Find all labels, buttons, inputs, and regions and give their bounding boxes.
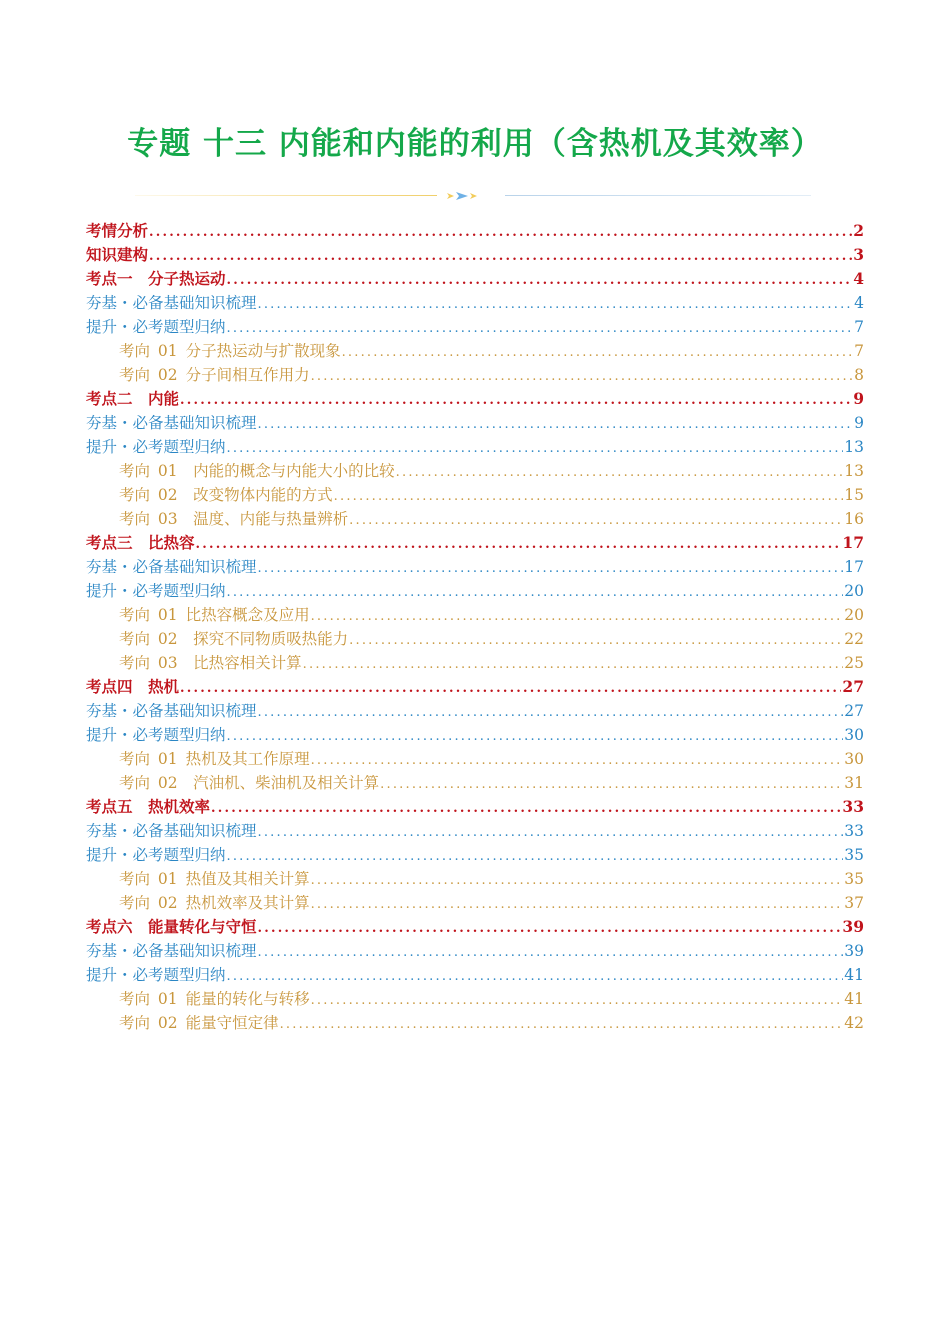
toc-entry[interactable] [86,699,864,723]
toc-entry[interactable] [86,963,864,987]
toc-dot-leader [196,533,842,557]
toc-entry[interactable] [86,651,864,675]
toc-dot-leader [227,725,844,749]
toc-entry[interactable] [86,435,864,459]
toc-entry[interactable] [86,243,864,267]
toc-dot-leader [227,581,844,605]
toc-dot-leader [227,317,854,341]
toc-dot-leader [258,941,844,965]
toc-dot-leader [258,293,854,317]
toc-entry-label: 考点三 比热容 [86,533,195,552]
toc-entry-label: 考向 01 内能的概念与内能大小的比较 [119,462,395,480]
toc-entry[interactable] [86,819,864,843]
toc-entry-page: 41 [844,990,864,1008]
toc-entry[interactable] [86,795,864,819]
toc-entry[interactable] [86,291,864,315]
toc-dot-leader [258,557,844,581]
toc-entry-label: 提升・必考题型归纳 [86,318,226,336]
toc-entry-label: 考向 01 能量的转化与转移 [119,990,310,1008]
toc-dot-leader [311,893,844,917]
toc-entry-page: 42 [844,1014,864,1032]
toc-entry-label: 夯基・必备基础知识梳理 [86,702,257,720]
divider-line-left [135,195,437,196]
toc-entry-label: 夯基・必备基础知识梳理 [86,942,257,960]
toc-dot-leader [342,341,854,365]
toc-entry-label: 考向 02 分子间相互作用力 [119,366,310,384]
toc-entry-label: 考向 01 热机及其工作原理 [119,750,310,768]
toc-entry-page: 39 [842,917,864,936]
toc-dot-leader [227,437,844,461]
toc-entry-label: 夯基・必备基础知识梳理 [86,414,257,432]
toc-entry-page: 9 [854,414,864,432]
title-divider [135,190,811,202]
toc-entry-page: 17 [844,558,864,576]
toc-entry-page: 25 [844,654,864,672]
toc-entry-page: 39 [844,942,864,960]
toc-entry-label: 知识建构 [86,245,149,264]
toc-dot-leader [280,1013,844,1037]
toc-dot-leader [227,269,853,293]
toc-entry-page: 35 [844,870,864,888]
toc-entry[interactable] [86,483,864,507]
divider-line-right [505,195,811,196]
toc-entry-label: 考点一 分子热运动 [86,269,226,288]
toc-dot-leader [180,389,852,413]
toc-entry-page: 27 [844,702,864,720]
toc-entry[interactable] [86,267,864,291]
toc-entry-page: 20 [844,582,864,600]
toc-entry-label: 考向 02 能量守恒定律 [119,1014,279,1032]
toc-dot-leader [258,413,854,437]
toc-entry[interactable] [86,219,864,243]
toc-entry-label: 考点四 热机 [86,677,180,696]
toc-dot-leader [396,461,844,485]
toc-entry[interactable] [86,339,864,363]
toc-dot-leader [311,989,844,1013]
toc-entry-label: 提升・必考题型归纳 [86,846,226,864]
toc-entry[interactable] [86,507,864,531]
toc-entry-page: 35 [844,846,864,864]
toc-dot-leader [349,629,843,653]
toc-dot-leader [258,701,844,725]
toc-entry-label: 考向 01 比热容概念及应用 [119,606,310,624]
toc-entry-page: 20 [844,606,864,624]
toc-entry-page: 30 [844,726,864,744]
toc-entry[interactable] [86,627,864,651]
toc-entry-page: 17 [842,533,864,552]
toc-dot-leader [311,365,854,389]
toc-entry[interactable] [86,531,864,555]
toc-entry[interactable] [86,363,864,387]
toc-entry[interactable] [86,1011,864,1035]
toc-dot-leader [227,845,844,869]
toc-entry[interactable] [86,867,864,891]
toc-dot-leader [380,773,843,797]
toc-entry-page: 8 [854,366,864,384]
toc-dot-leader [149,245,852,269]
toc-entry-page: 7 [854,342,864,360]
toc-entry-label: 考向 03 比热容相关计算 [119,654,302,672]
toc-entry-page: 4 [854,294,864,312]
toc-entry-page: 33 [842,797,864,816]
toc-entry[interactable] [86,387,864,411]
toc-entry-label: 考点二 内能 [86,389,180,408]
toc-entry-label: 提升・必考题型归纳 [86,966,226,984]
toc-entry-page: 13 [844,438,864,456]
toc-entry[interactable] [86,723,864,747]
toc-entry[interactable] [86,579,864,603]
toc-entry-page: 4 [853,269,864,288]
toc-entry-page: 3 [853,245,864,264]
toc-dot-leader [258,917,842,941]
toc-dot-leader [180,677,841,701]
toc-entry[interactable] [86,891,864,915]
toc-entry-label: 考点五 热机效率 [86,797,211,816]
toc-entry-label: 考向 03 温度、内能与热量辨析 [119,510,349,528]
toc-entry-label: 考向 02 改变物体内能的方式 [119,486,333,504]
toc-entry-label: 考向 01 热值及其相关计算 [119,870,310,888]
toc-entry[interactable] [86,939,864,963]
toc-entry[interactable] [86,915,864,939]
toc-dot-leader [211,797,841,821]
toc-entry-label: 提升・必考题型归纳 [86,438,226,456]
toc-dot-leader [311,749,844,773]
toc-entry-label: 考情分析 [86,221,149,240]
toc-dot-leader [149,221,852,245]
toc-dot-leader [303,653,844,677]
toc-entry-label: 夯基・必备基础知识梳理 [86,294,257,312]
toc-entry-page: 33 [844,822,864,840]
toc-entry-page: 41 [844,966,864,984]
toc-entry-page: 31 [844,774,864,792]
toc-entry-label: 考点六 能量转化与守恒 [86,917,257,936]
toc-entry[interactable] [86,675,864,699]
toc-entry-label: 考向 01 分子热运动与扩散现象 [119,342,341,360]
toc-entry-page: 22 [844,630,864,648]
toc-dot-leader [311,605,844,629]
toc-entry-page: 2 [853,221,864,240]
toc-dot-leader [311,869,844,893]
toc-entry-page: 7 [854,318,864,336]
toc-dot-leader [227,965,844,989]
toc-entry[interactable] [86,555,864,579]
toc-dot-leader [258,821,844,845]
toc-entry[interactable] [86,459,864,483]
page-title: 专题 十三 内能和内能的利用（含热机及其效率） [127,126,823,162]
toc-entry-page: 13 [844,462,864,480]
divider-arrows-icon [447,190,497,202]
toc-entry-page: 16 [844,510,864,528]
toc-entry-label: 夯基・必备基础知识梳理 [86,822,257,840]
toc-entry-page: 27 [842,677,864,696]
toc-entry-page: 9 [853,389,864,408]
toc-entry[interactable] [86,747,864,771]
toc-entry-label: 考向 02 热机效率及其计算 [119,894,310,912]
toc-entry[interactable] [86,987,864,1011]
toc-entry[interactable] [86,771,864,795]
toc-entry-page: 15 [844,486,864,504]
toc-entry-label: 考向 02 汽油机、柴油机及相关计算 [119,774,380,792]
toc-entry-label: 考向 02 探究不同物质吸热能力 [119,630,349,648]
table-of-contents [86,219,864,1035]
toc-entry-label: 提升・必考题型归纳 [86,582,226,600]
toc-dot-leader [334,485,844,509]
toc-entry-page: 30 [844,750,864,768]
toc-entry-label: 夯基・必备基础知识梳理 [86,558,257,576]
toc-entry-page: 37 [844,894,864,912]
toc-entry[interactable] [86,603,864,627]
toc-dot-leader [349,509,843,533]
toc-entry-label: 提升・必考题型归纳 [86,726,226,744]
toc-entry[interactable] [86,843,864,867]
toc-entry[interactable] [86,411,864,435]
toc-entry[interactable] [86,315,864,339]
